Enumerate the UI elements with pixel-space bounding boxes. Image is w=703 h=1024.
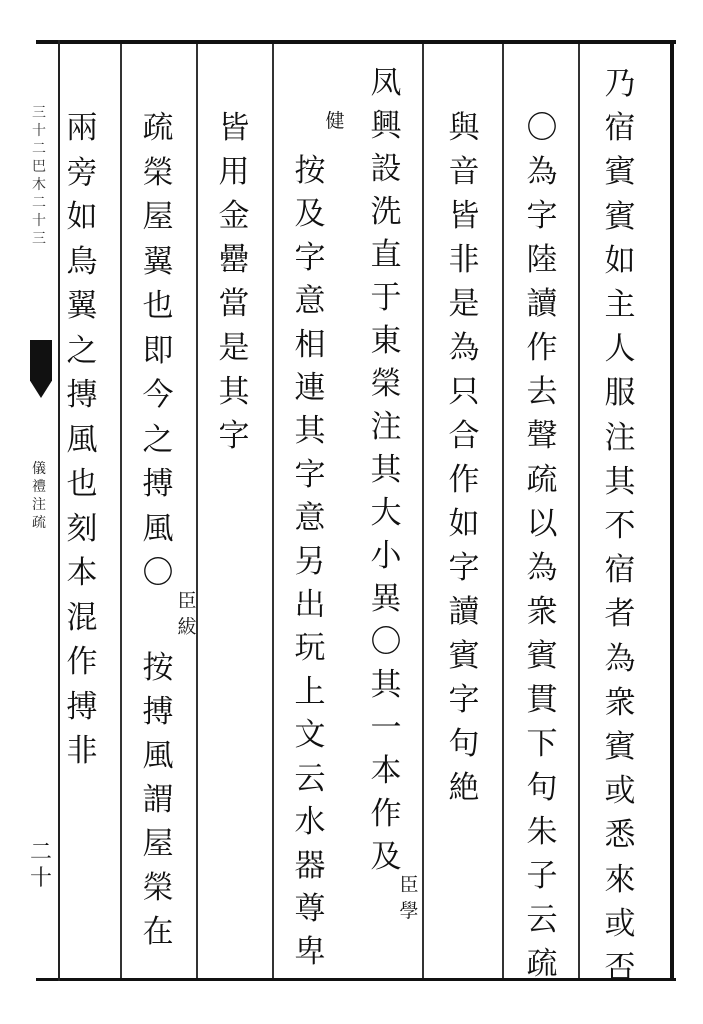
column-rule [196,44,198,978]
column-rule [502,44,504,978]
column-rule [120,44,122,978]
text-column-4: 凤興設洗直于東榮注其大小異〇其一本作及 [370,65,402,875]
annotation-minister-fu: 臣紱 [177,590,197,638]
column-rule [272,44,274,978]
margin-top-label: 三十二巴木二十三 [32,105,46,247]
frame-right-border [670,40,674,981]
frame-left-border [58,40,60,981]
text-column-7: 疏榮屋翼也即今之搏風〇 [142,110,174,591]
fish-tail-mark [30,340,52,398]
text-column-2: 〇為字陸讀作去聲疏以為衆賓貫下句朱子云疏 [526,110,558,982]
text-column-5: 按及字意相連其字意另出玩上文云水器尊卑 [294,153,326,971]
text-column-1: 乃宿賓賓如主人服注其不宿者為衆賓或悉來或否 [604,66,636,987]
column-rule [578,44,580,978]
column-rule [422,44,424,978]
fore-edge-margin [0,40,58,981]
annotation-minister: 臣學 [399,874,419,922]
page-number: 二十 [30,840,53,891]
text-column-8: 兩旁如鳥翼之摶風也刻本混作搏非 [66,110,98,769]
annotation-jian: 健 [325,110,345,132]
text-column-7b: 按搏風謂屋榮在 [142,650,174,950]
frame-bottom-border [36,978,676,981]
frame-top-border [36,40,676,44]
text-column-3: 與音皆非是為只合作如字讀賓字句絶 [448,110,480,806]
text-column-6: 皆用金罍當是其字 [218,110,250,454]
book-title: 儀禮注疏 [32,461,46,531]
